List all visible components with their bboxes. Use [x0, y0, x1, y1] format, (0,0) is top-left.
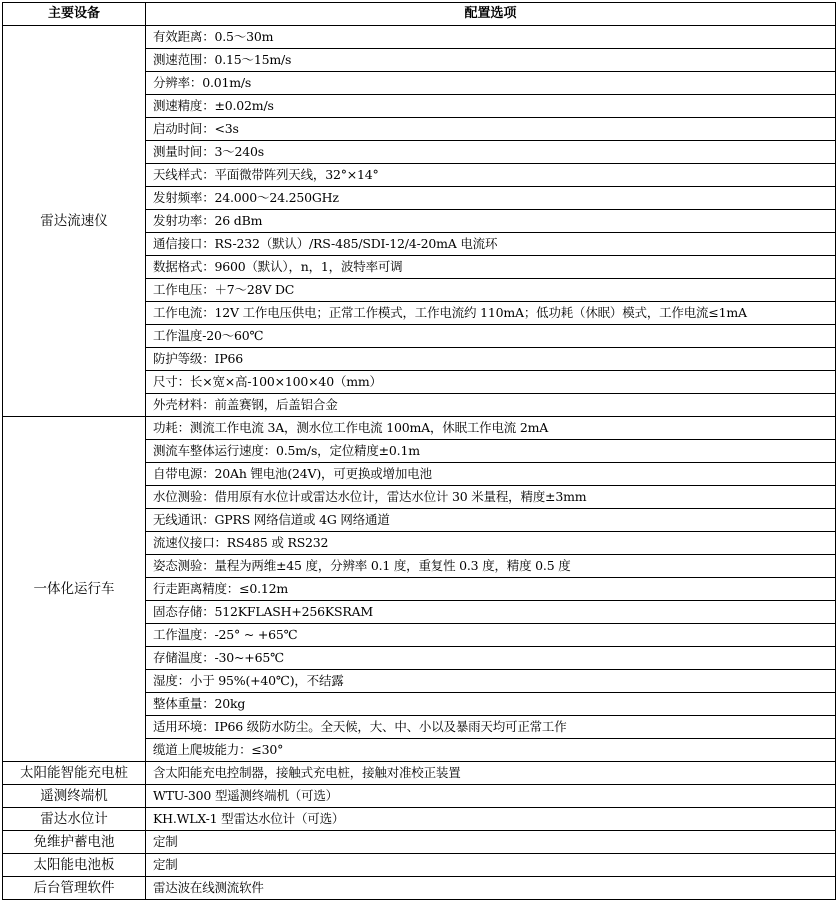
config-option-cell: 无线通讯：GPRS 网络信道或 4G 网络通道	[146, 509, 836, 532]
config-option-cell: 工作电流：12V 工作电压供电；正常工作模式，工作电流约 110mA；低功耗（休眠）模式，工作电流≤1mA	[146, 302, 836, 325]
config-option-cell: 分辨率：0.01m/s	[146, 72, 836, 95]
config-option-cell: 整体重量：20kg	[146, 693, 836, 716]
table-body	[3, 26, 836, 900]
config-option-cell: 缆道上爬坡能力：≤30°	[146, 739, 836, 762]
equipment-name-cell: 后台管理软件	[3, 877, 146, 900]
config-option-cell: KH.WLX-1 型雷达水位计（可选）	[146, 808, 836, 831]
config-option-cell: 工作温度：-25° ~ +65℃	[146, 624, 836, 647]
equipment-name-cell: 一体化运行车	[3, 417, 146, 762]
config-option-cell: 工作温度-20～60℃	[146, 325, 836, 348]
header-config-options: 配置选项	[146, 3, 836, 26]
table-row	[3, 808, 836, 831]
equipment-name-cell: 雷达流速仪	[3, 26, 146, 417]
config-option-cell: 尺寸：长×宽×高-100×100×40（mm）	[146, 371, 836, 394]
config-option-cell: 测流车整体运行速度：0.5m/s，定位精度±0.1m	[146, 440, 836, 463]
equipment-name-cell: 遥测终端机	[3, 785, 146, 808]
table-row	[3, 762, 836, 785]
config-option-cell: 工作电压：＋7～28V DC	[146, 279, 836, 302]
table-row	[3, 854, 836, 877]
config-option-cell: 发射频率：24.000～24.250GHz	[146, 187, 836, 210]
equipment-name-cell: 太阳能智能充电桩	[3, 762, 146, 785]
config-option-cell: 外壳材料：前盖赛钢，后盖铝合金	[146, 394, 836, 417]
config-option-cell: 适用环境：IP66 级防水防尘。全天候，大、中、小以及暴雨天均可正常工作	[146, 716, 836, 739]
table-row	[3, 417, 836, 440]
config-option-cell: 流速仪接口：RS485 或 RS232	[146, 532, 836, 555]
config-option-cell: 功耗：测流工作电流 3A，测水位工作电流 100mA，休眠工作电流 2mA	[146, 417, 836, 440]
config-option-cell: 定制	[146, 854, 836, 877]
config-option-cell: 行走距离精度：≤0.12m	[146, 578, 836, 601]
config-option-cell: 天线样式：平面微带阵列天线，32°×14°	[146, 164, 836, 187]
config-option-cell: 通信接口：RS-232（默认）/RS-485/SDI-12/4-20mA 电流环	[146, 233, 836, 256]
config-option-cell: 湿度：小于 95%(+40℃)，不结露	[146, 670, 836, 693]
equipment-name-cell: 雷达水位计	[3, 808, 146, 831]
config-option-cell: 有效距离：0.5～30m	[146, 26, 836, 49]
equipment-name-cell: 免维护蓄电池	[3, 831, 146, 854]
config-option-cell: 雷达波在线测流软件	[146, 877, 836, 900]
table-row	[3, 877, 836, 900]
config-option-cell: WTU-300 型遥测终端机（可选）	[146, 785, 836, 808]
config-option-cell: 测速精度：±0.02m/s	[146, 95, 836, 118]
config-option-cell: 固态存储：512KFLASH+256KSRAM	[146, 601, 836, 624]
config-option-cell: 数据格式：9600（默认），n，1，波特率可调	[146, 256, 836, 279]
header-main-equipment: 主要设备	[3, 3, 146, 26]
config-option-cell: 发射功率：26 dBm	[146, 210, 836, 233]
table-row	[3, 831, 836, 854]
config-option-cell: 存储温度：-30~+65℃	[146, 647, 836, 670]
config-option-cell: 水位测验：借用原有水位计或雷达水位计，雷达水位计 30 米量程，精度±3mm	[146, 486, 836, 509]
config-option-cell: 启动时间：<3s	[146, 118, 836, 141]
config-option-cell: 防护等级：IP66	[146, 348, 836, 371]
config-option-cell: 姿态测验：量程为两维±45 度，分辨率 0.1 度，重复性 0.3 度，精度 0.5 度	[146, 555, 836, 578]
equipment-spec-table	[2, 2, 836, 900]
config-option-cell: 自带电源：20Ah 锂电池(24V)，可更换或增加电池	[146, 463, 836, 486]
config-option-cell: 测速范围：0.15～15m/s	[146, 49, 836, 72]
config-option-cell: 定制	[146, 831, 836, 854]
table-row	[3, 785, 836, 808]
equipment-name-cell: 太阳能电池板	[3, 854, 146, 877]
table-row	[3, 26, 836, 49]
config-option-cell: 测量时间：3～240s	[146, 141, 836, 164]
table-header-row	[3, 3, 836, 26]
config-option-cell: 含太阳能充电控制器，接触式充电桩，接触对准校正装置	[146, 762, 836, 785]
